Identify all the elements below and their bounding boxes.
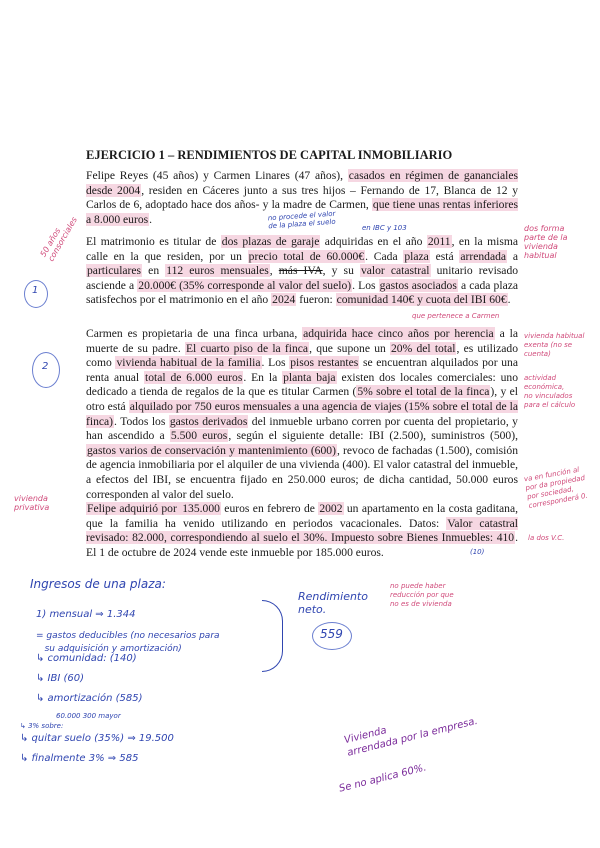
highlight: vivienda habitual de la familia bbox=[116, 356, 261, 370]
text: , es utilizado como bbox=[86, 341, 518, 370]
text: se encuentran alquilados por una renta anual bbox=[86, 356, 518, 384]
note-ingresos-1: 1) mensual ⇒ 1.344 bbox=[36, 609, 136, 620]
text: . Los bbox=[352, 278, 379, 292]
note-ingresos-2: = gastos deducibles (no necesarios para su adquisición y amortización) bbox=[36, 631, 220, 654]
text: ), y el otro está bbox=[86, 385, 518, 413]
highlight: gastos derivados bbox=[169, 414, 248, 428]
note-ingresos-7: ↳ finalmente 3% ⇒ 585 bbox=[20, 753, 139, 764]
note-margin-bottom: vivienda privativa bbox=[14, 494, 50, 512]
text: . El 1 de octubre de 2024 vende este inmueble por 185.000 euros. bbox=[86, 531, 518, 559]
note-right-2: vivienda habitual exenta (no se cuenta) bbox=[524, 332, 585, 358]
highlight: 20% del total bbox=[391, 341, 456, 355]
note-above-p2: no procede el valor de la plaza el suelo bbox=[267, 209, 336, 231]
note-iva: (10) bbox=[470, 548, 485, 556]
highlight: 20.000€ (35% corresponde al valor del suelo) bbox=[138, 278, 352, 292]
highlight: Felipe adquirió por bbox=[87, 502, 181, 515]
text: está bbox=[429, 249, 460, 263]
text: Felipe Reyes (45 años) y Carmen Linares (47 años), bbox=[86, 169, 348, 182]
text: . En la bbox=[243, 370, 283, 384]
text: , en la misma calle en la que residen, por un bbox=[86, 235, 518, 263]
highlight: adquirida hace cinco años por herencia bbox=[303, 327, 494, 340]
text: , residen en Cáceres junto a sus tres hijos – Fernando de 17, Blanca de 12 y Carlos de 6, adoptado hace dos años- y la madre de Carmen, bbox=[86, 183, 518, 212]
text: existen dos locales comerciales: uno dedicado a tienda de regalos de la que es titular Carmen ( bbox=[86, 370, 518, 399]
text: un apartamento en la costa gaditana, que la familia ha venido utilizando en periodos vacacionales. Datos: bbox=[86, 502, 518, 530]
highlight: precio total de 60.000€ bbox=[248, 249, 365, 263]
text: Carmen es propietaria de una finca urbana, bbox=[86, 327, 303, 340]
note-rendimiento-val: 559 bbox=[320, 627, 343, 641]
highlight: 2011 bbox=[427, 235, 451, 248]
exercise-title: EJERCICIO 1 – RENDIMIENTOS DE CAPITAL INMOBILIARIO bbox=[86, 148, 453, 162]
highlight: 2002 bbox=[319, 502, 343, 515]
highlight: total de 6.000 euros bbox=[145, 370, 243, 384]
highlight: que tiene unas rentas inferiores a 8.000 euros bbox=[86, 198, 518, 226]
text: . Cada bbox=[365, 249, 404, 263]
note-ingresos-4: ↳ IBI (60) bbox=[36, 673, 85, 684]
text: . bbox=[507, 293, 511, 307]
paragraph-garage bbox=[86, 235, 518, 308]
paragraph-urban-property bbox=[86, 327, 518, 502]
text: . Todos los bbox=[114, 414, 169, 428]
highlight: Valor catastral revisado: 82.000, correspondiendo al suelo el 30%. Impuesto sobre Bienes Inmuebles: 410 bbox=[86, 516, 518, 545]
note-ingresos-header: Ingresos de una plaza: bbox=[30, 577, 166, 591]
text: a la muerte de su padre. bbox=[86, 327, 518, 355]
note-purple-1: Vivienda arrendada por la empresa. bbox=[343, 715, 479, 759]
text: a bbox=[507, 249, 518, 263]
text: fueron: bbox=[296, 293, 336, 307]
note-right-1: dos forma parte de la vivienda habitual bbox=[524, 224, 568, 260]
note-rendimiento: Rendimiento neto. bbox=[298, 590, 368, 616]
note-rendimiento: no puede haber reducción por que no es de vivienda bbox=[390, 582, 454, 608]
highlight: gastos varios de conservación y mantenimiento (600) bbox=[87, 443, 336, 457]
text: en bbox=[142, 264, 166, 278]
text: euros en febrero de bbox=[220, 502, 319, 515]
note-margin-top: 50 años consorciales bbox=[38, 215, 79, 263]
highlight: planta baja bbox=[283, 370, 336, 384]
note-above-p3: que pertenece a Carmen bbox=[412, 312, 500, 320]
highlight: alquilado por 750 euros mensuales a una agencia de viajes (15% sobre el total de la finca) bbox=[86, 399, 518, 428]
text: unitario revisado asciende a bbox=[86, 264, 519, 292]
highlight: comunidad 140€ y cuota del IBI 60€ bbox=[336, 293, 507, 307]
highlight: 5.500 euros bbox=[170, 429, 228, 443]
highlight: gastos asociados bbox=[379, 278, 457, 292]
note-ingresos-6b: ↳ 3% sobre: bbox=[20, 722, 64, 730]
text: a cada plaza satisfechos por el matrimonio en el año bbox=[86, 278, 519, 307]
highlight: 112 euros mensuales bbox=[166, 264, 269, 278]
note-ingresos-5: ↳ amortización (585) bbox=[36, 693, 143, 704]
highlight: valor catastral bbox=[360, 264, 430, 278]
bracket-mark bbox=[262, 600, 283, 672]
note-ingresos-6: ↳ quitar suelo (35%) ⇒ 19.500 bbox=[20, 733, 174, 744]
highlight: 135.000 bbox=[182, 502, 220, 515]
text: , que supone un bbox=[309, 341, 390, 355]
note-num-2: 2 bbox=[42, 361, 49, 372]
text: . Los bbox=[261, 356, 290, 370]
highlight: particulares bbox=[87, 264, 142, 278]
paragraph-apartment bbox=[86, 502, 518, 560]
text: . bbox=[149, 212, 153, 226]
highlight: arrendada bbox=[460, 249, 507, 263]
highlight: pisos restantes bbox=[290, 356, 359, 370]
note-ingresos-3: ↳ comunidad: (140) bbox=[36, 653, 137, 664]
highlight: El cuarto piso de la finca bbox=[185, 341, 309, 355]
note-right-3: actividad económica, no vinculados para el cálculo bbox=[524, 374, 576, 409]
text: adquiridas en el año bbox=[320, 235, 427, 248]
text: , y su bbox=[322, 264, 360, 278]
text: del inmueble urbano corren por cuenta del propietario, y han ascendido a bbox=[86, 414, 518, 443]
note-num-1: 1 bbox=[32, 285, 39, 296]
struck-text: más IVA bbox=[278, 264, 323, 278]
note-ingresos-5b: 60.000 300 mayor bbox=[56, 712, 121, 720]
text: , según el siguiente detalle: IBI (2.500), suministros (500), bbox=[228, 429, 518, 443]
text: El matrimonio es titular de bbox=[86, 235, 221, 248]
highlight: dos plazas de garaje bbox=[221, 235, 320, 248]
highlight: 5% sobre el total de la finca bbox=[357, 385, 490, 399]
note-purple-2: Se no aplica 60%. bbox=[337, 762, 428, 795]
note-right-4: va en función al por da propiedad por sociedad, corresponderá 0. bbox=[523, 465, 589, 510]
note-above-p2b: en IBC y 103 bbox=[362, 224, 407, 232]
highlight: casados en régimen de gananciales desde 2004 bbox=[86, 169, 518, 197]
note-right-4b: la dos V.C. bbox=[528, 534, 565, 542]
highlight: plaza bbox=[404, 249, 429, 263]
highlight: 2024 bbox=[272, 293, 296, 307]
text: , bbox=[269, 264, 279, 278]
text: , revoco de fachadas (1.500), comisión de agencia inmobiliaria por el alquiler de una vivienda (400). El valor catastral del inmueble, a efectos del IBI, se encuentra fijado en 250.000 euros; de dicha cantidad, 50.000 euros corresponden al valor del suelo. bbox=[86, 443, 518, 501]
